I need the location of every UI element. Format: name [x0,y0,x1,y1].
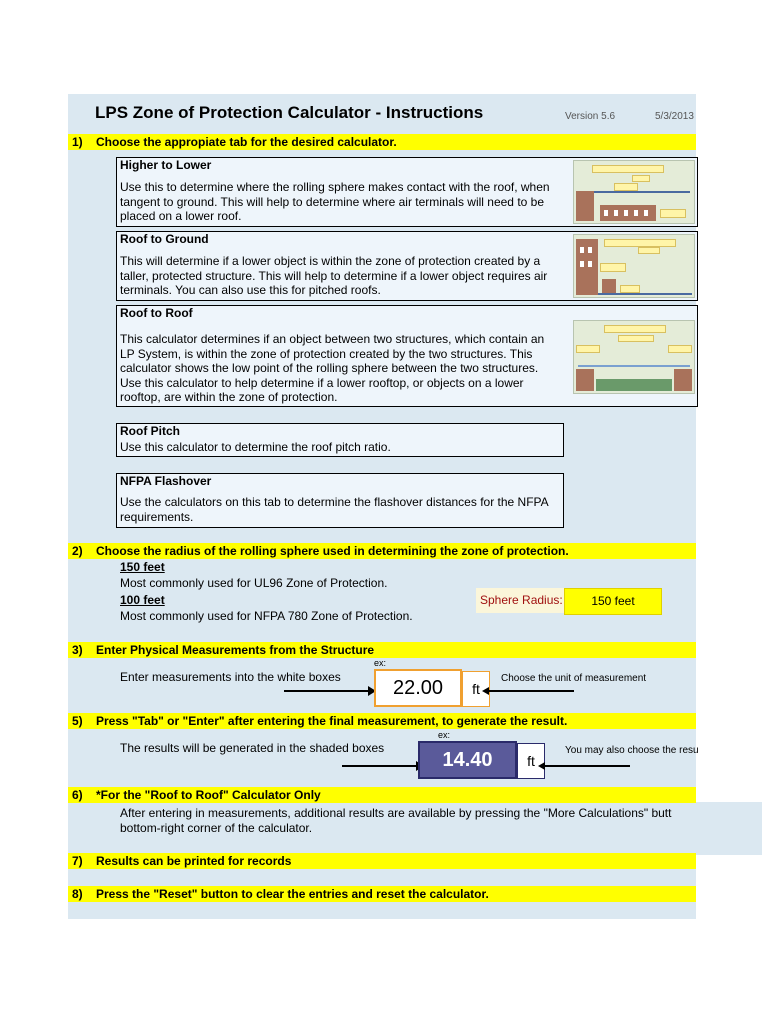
step-7-text: Results can be printed for records [96,854,292,868]
thumbnail-higher-to-lower [573,160,695,224]
step-2-number: 2) [72,544,83,558]
example-measurement-input[interactable]: 22.00 [374,669,462,707]
step-6-body-line-1: After entering in measurements, additional results are available by pressing the "More Calculations" butt [120,806,672,820]
tab-box-higher-to-lower [116,157,698,227]
arrow-left-icon-line [488,690,574,692]
tab-box-roof-to-roof [116,305,698,407]
step-6-number: 6) [72,788,83,802]
date-label: 5/3/2013 [655,111,694,122]
thumbnail-roof-to-ground [573,234,695,298]
step-5-number: 5) [72,714,83,728]
tab-heading: Roof Pitch [120,424,180,438]
tab-heading: Roof to Roof [120,306,193,320]
example-label: ex: [438,730,451,740]
tab-description: This will determine if a lower object is within the zone of protection created by a taller, protected structure. This will help to determine if a lower object requires air terminals. You can also use this for pitched roofs. [120,254,548,297]
tab-box-roof-pitch [116,423,564,457]
tab-description: Use this calculator to determine the roof pitch ratio. [120,440,391,454]
page-title: LPS Zone of Protection Calculator - Instructions [95,103,484,122]
step-5-text: Press "Tab" or "Enter" after entering the final measurement, to generate the result. [96,714,568,728]
arrow-right-icon [284,690,374,692]
tab-description: This calculator determines if an object between two structures, which contain an LP System, is within the zone of protection created by the two structures. This calculator shows the low point of the rolling sphere between the two structures. Use this calculator to help determine if a lower rooftop, or objects on a lower rooftop, are within the zone of protection. [120,332,545,404]
step-6-body-line-2: bottom-right corner of the calculator. [120,821,313,835]
example-label: ex: [374,658,387,668]
result-unit-note: You may also choose the resu [565,745,699,756]
step-8-text: Press the "Reset" button to clear the entries and reset the calculator. [96,887,489,901]
arrow-left-icon-line [544,765,630,767]
arrow-right-icon [342,765,422,767]
thumbnail-roof-to-roof [573,320,695,394]
tab-heading: NFPA Flashover [120,474,212,488]
sphere-radius-label: Sphere Radius: [480,593,563,607]
tab-description: Use this to determine where the rolling sphere makes contact with the roof, when tangent to ground. This will help to determine where air terminals will need to be placed on a lower roof. [120,180,550,223]
step-3-text: Enter Physical Measurements from the Structure [96,643,375,657]
option-100-feet-title: 100 feet [120,593,165,607]
measurement-instruction: Enter measurements into the white boxes [120,670,341,684]
version-label: Version 5.6 [565,111,616,122]
example-result-box: 14.40 [418,741,517,779]
option-150-feet-title: 150 feet [120,560,165,574]
option-150-feet-desc: Most commonly used for UL96 Zone of Protection. [120,576,388,590]
tab-heading: Roof to Ground [120,232,209,246]
cell-overflow-background [696,802,762,855]
step-6-text: *For the "Roof to Roof" Calculator Only [96,788,321,802]
sphere-radius-label-cell [476,588,564,613]
step-2-text: Choose the radius of the rolling sphere used in determining the zone of protection. [96,544,569,558]
step-1-text: Choose the appropiate tab for the desired calculator. [96,135,397,149]
unit-select-input[interactable]: ft [462,671,490,707]
tab-box-roof-to-ground [116,231,698,301]
unit-note: Choose the unit of measurement [501,673,647,684]
option-100-feet-desc: Most commonly used for NFPA 780 Zone of Protection. [120,609,413,623]
step-1-number: 1) [72,135,83,149]
sphere-radius-select[interactable]: 150 feet [564,588,662,615]
step-8-number: 8) [72,887,83,901]
result-unit-select[interactable]: ft [517,743,545,779]
tab-heading: Higher to Lower [120,158,212,172]
tab-box-nfpa-flashover [116,473,564,528]
results-instruction: The results will be generated in the shaded boxes [120,741,385,755]
step-7-number: 7) [72,854,83,868]
tab-description: Use the calculators on this tab to determine the flashover distances for the NFPA requirements. [120,495,548,524]
step-3-number: 3) [72,643,83,657]
